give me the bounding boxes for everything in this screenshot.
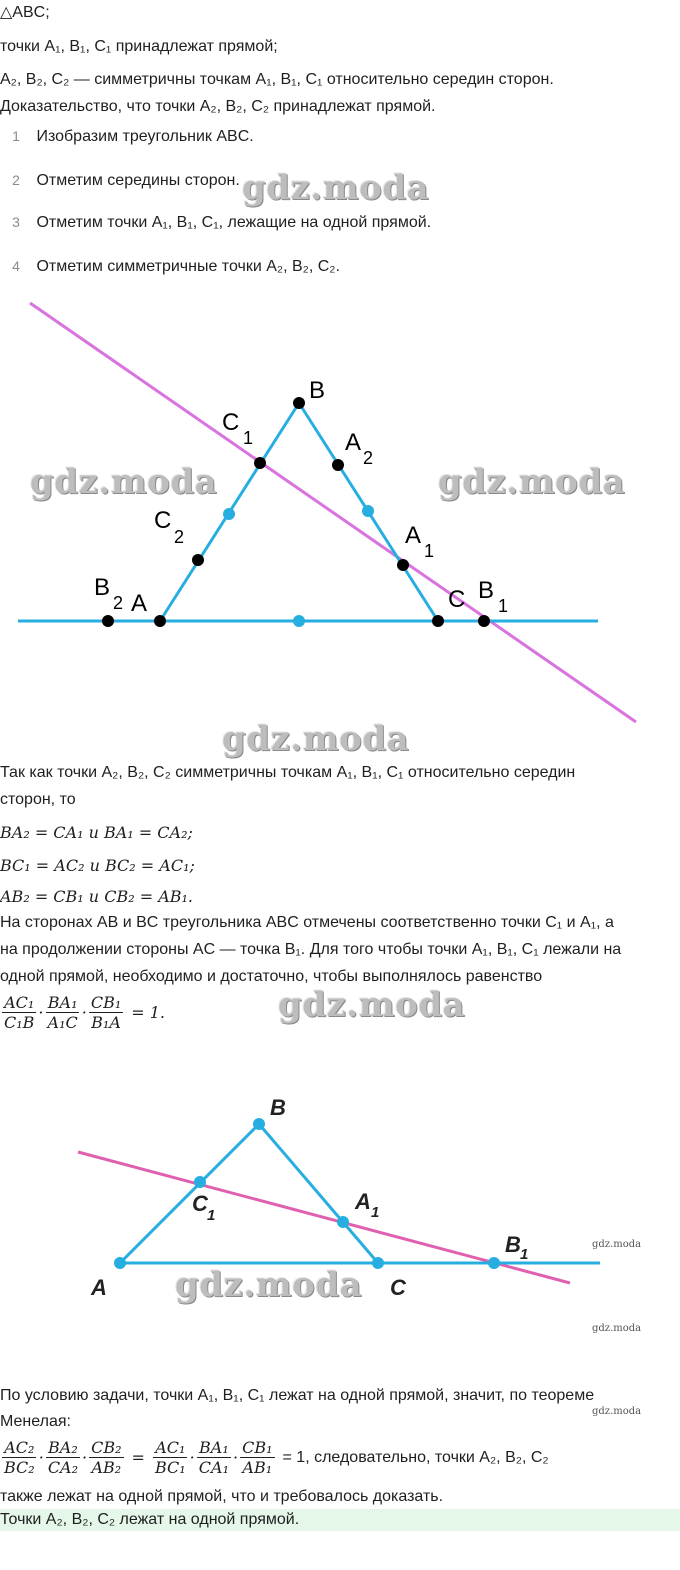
label-c1-sub: 1: [207, 1207, 216, 1224]
label-a: A: [91, 1275, 107, 1300]
point-a1: [397, 559, 409, 571]
label-a2: A: [345, 429, 362, 456]
step-text: Отметим симметричные точки A₂, B₂, C₂.: [36, 258, 340, 275]
point-a: [154, 615, 166, 627]
label-b1-sub: 1: [520, 1246, 529, 1263]
given-points-on-line: точки A₁, B₁, C₁ принадлежат прямой;: [0, 38, 278, 55]
point-a2: [332, 459, 344, 471]
label-c1: C: [192, 1191, 208, 1216]
label-a1: A: [355, 1189, 371, 1214]
label-b: B: [309, 377, 326, 404]
equality-3: AB₂ = CB₁ и CB₂ = AB₁.: [0, 887, 193, 906]
step-number: 2: [12, 172, 20, 188]
step-4: [0, 258, 340, 276]
point-c: [372, 1257, 384, 1269]
label-b1-sub: 1: [498, 596, 509, 616]
point-a1: [337, 1216, 349, 1228]
label-a: A: [131, 590, 148, 617]
watermark: gdz.moda: [278, 985, 466, 1025]
watermark: gdz.moda: [222, 719, 410, 759]
fraction: $\frac{\text{AC₁}}{\text{C₁B}}$: [4, 993, 35, 1032]
answer-text: Точки A₂, B₂, C₂ лежат на одной прямой.: [0, 1511, 300, 1528]
label-b2: B: [94, 574, 111, 601]
label-a1: A: [405, 522, 422, 549]
label-b: B: [270, 1095, 286, 1120]
proof-paragraph-1b: сторон, то: [0, 791, 76, 808]
conclusion-text-2: Менелая:: [0, 1413, 71, 1430]
fraction: $\frac{\text{CB₁}}{\text{B₁A}}$: [90, 993, 122, 1032]
label-b2-sub: 2: [113, 593, 124, 613]
fraction: $\frac{\text{BA₂}}{\text{CA₂}}$: [47, 1438, 79, 1477]
menelaus-formula-final: $\frac{\text{AC₂}}{\text{BC₂}}$ · $\frac{\text{BA₂}}{\text{CA₂}}$ · $\frac{\text{CB₂}}{\text{AB₂}}$ = $\frac{\text{AC₁}}{\text{BC₁}}$ · $\frac{\text{BA₁}}{\text{CA₁}}$ · $\frac{\text{CB₁}}{\text{AB₁}}$ = 1, следовательно, точки A₂, B₂, C₂: [4, 1438, 549, 1477]
equality-2: BC₁ = AC₂ и BC₂ = AC₁;: [0, 856, 195, 875]
given-triangle: △ABC;: [0, 4, 50, 21]
step-number: 4: [12, 258, 20, 274]
watermark-small: gdz.moda: [592, 1406, 642, 1417]
label-a2-sub: 2: [363, 448, 374, 468]
conclusion-text-1: По условию задачи, точки A₁, B₁, C₁ лежат на одной прямой, значит, по теореме: [0, 1387, 595, 1404]
point-c1: [194, 1176, 206, 1188]
label-c: C: [390, 1275, 406, 1300]
step-2: [0, 172, 240, 190]
conclusion-text-3: также лежат на одной прямой, что и требовалось доказать.: [0, 1488, 444, 1505]
watermark: gdz.moda: [438, 462, 626, 502]
point-c2: [192, 554, 204, 566]
fraction: $\frac{\text{BA₁}}{\text{CA₁}}$: [198, 1438, 229, 1477]
fraction: $\frac{\text{AC₁}}{\text{BC₁}}$: [154, 1438, 186, 1477]
watermark-small: gdz.moda: [592, 1323, 642, 1334]
label-c1: C: [222, 409, 240, 436]
menelaus-text-1: На сторонах AB и BC треугольника ABC отмечены соответственно точки C₁ и A₁, а: [0, 914, 614, 931]
step-number: 1: [12, 128, 20, 144]
fraction: $\frac{\text{CB₂}}{\text{AB₂}}$: [91, 1438, 122, 1477]
menelaus-text-3: одной прямой, необходимо и достаточно, чтобы выполнялось равенство: [0, 968, 543, 985]
fraction: $\frac{\text{CB₁}}{\text{AB₁}}$: [242, 1438, 273, 1477]
point-b2: [102, 615, 114, 627]
step-1: [0, 128, 254, 146]
midpoint-bc: [362, 505, 374, 517]
answer-box: [0, 1509, 680, 1531]
watermark: gdz.moda: [30, 462, 218, 502]
given-symmetric-points: A₂, B₂, C₂ — симметричны точкам A₁, B₁, C₁ относительно середин сторон.: [0, 71, 554, 88]
figure-1: [0, 295, 680, 730]
fraction: $\frac{\text{AC₂}}{\text{BC₂}}$: [4, 1438, 35, 1477]
point-a: [114, 1257, 126, 1269]
label-c1-sub: 1: [243, 428, 254, 448]
midpoint-ab: [223, 508, 235, 520]
step-text: Отметим точки A₁, B₁, C₁, лежащие на одной прямой.: [36, 214, 432, 231]
prove-statement: Доказательство, что точки A₂, B₂, C₂ принадлежат прямой.: [0, 98, 436, 115]
watermark-small: gdz.moda: [592, 1239, 642, 1250]
label-c2: C: [154, 507, 172, 534]
midpoint-ac: [293, 615, 305, 627]
watermark: gdz.moda: [175, 1265, 363, 1305]
label-b1: B: [505, 1232, 521, 1257]
menelaus-text-2: на продолжении стороны AC — точка B₁. Для того чтобы точки A₁, B₁, C₁ лежали на: [0, 941, 622, 958]
label-a1-sub: 1: [371, 1204, 380, 1221]
point-b: [253, 1118, 265, 1130]
label-a1-sub: 1: [424, 541, 435, 561]
label-c: C: [448, 586, 466, 613]
menelaus-formula: $\frac{\text{AC₁}}{\text{C₁B}}$ · $\frac{\text{BA₁}}{\text{A₁C}}$ · $\frac{\text{CB₁}}{\text{B₁A}}$ = 1.: [4, 993, 166, 1032]
watermark: gdz.moda: [242, 168, 430, 208]
proof-paragraph-1: Так как точки A₂, B₂, C₂ симметричны точкам A₁, B₁, C₁ относительно середин: [0, 764, 576, 781]
label-b1: B: [478, 577, 495, 604]
step-text: Изобразим треугольник ABC.: [36, 128, 254, 145]
equality-1: BA₂ = CA₁ и BA₁ = CA₂;: [0, 823, 193, 842]
step-text: Отметим середины сторон.: [36, 172, 240, 189]
point-b1: [478, 615, 490, 627]
point-b: [293, 397, 305, 409]
point-c: [432, 615, 444, 627]
secant-line: [30, 303, 636, 722]
step-number: 3: [12, 214, 20, 230]
label-c2-sub: 2: [174, 527, 185, 547]
point-c1: [254, 457, 266, 469]
point-b1: [488, 1257, 500, 1269]
step-3: [0, 214, 431, 232]
fraction: $\frac{\text{BA₁}}{\text{A₁C}}$: [47, 993, 78, 1032]
